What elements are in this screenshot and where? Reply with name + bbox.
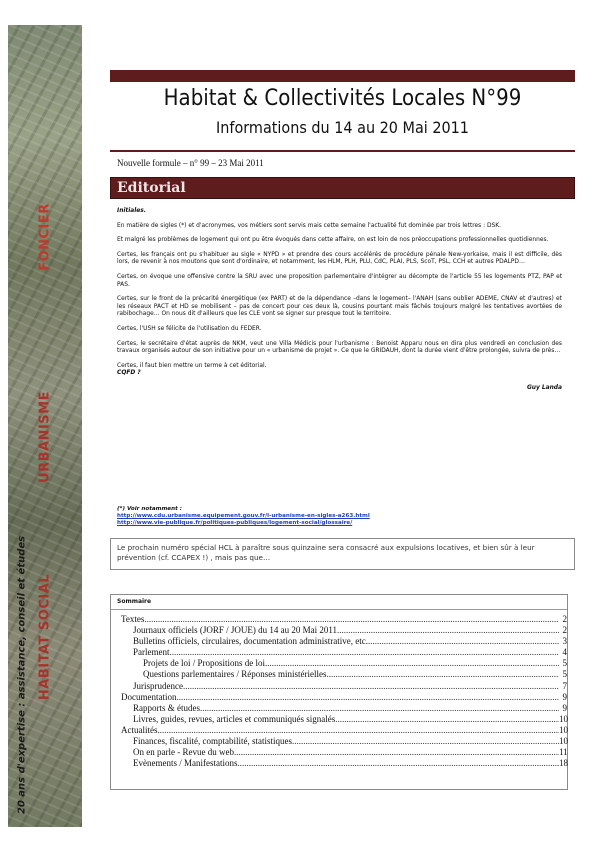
toc-entry-evenements[interactable]: Evènements / Manifestations ..... 18 (111, 758, 567, 769)
editorial-heading: Initiales. (117, 208, 146, 214)
notes-link-vie-publique[interactable]: http://www.vie-publique.fr/politiques-publiques/logement-social/glossaire/ (117, 520, 353, 526)
editorial-signature: Guy Landa (526, 384, 562, 391)
editorial-paragraph: Certes, le secrétaire d'état auprès de NKM, veut une Villa Médicis pour l'urbanisme : Benoist Apparu nous en dira plus vendredi en conclusion des travaux organisés autour de son initiative pour un « urbanisme de projet ». Ce que le GRIDAUH, dont la durée vient d'être prolongée, suivra de près… (117, 340, 562, 355)
toc-list (111, 614, 567, 769)
toc-entry-projets-de-loi[interactable]: Projets de loi / Propositions de loi ..... 5 (111, 658, 567, 669)
editorial-paragraph: Certes, l'USH se félicite de l'utilisation du FEDER. (117, 325, 262, 332)
editorial-banner-label: Editorial (117, 180, 186, 196)
page-subtitle: Informations du 14 au 20 Mai 2011 (216, 118, 469, 137)
toc-entry-finances[interactable]: Finances, fiscalité, comptabilité, statistiques ..... 10 (111, 736, 567, 747)
toc-entry-livres-guides[interactable]: Livres, guides, revues, articles et communiqués signalés ..... 10 (111, 714, 567, 725)
sidebar-label-urbanisme: URBANISME (37, 391, 53, 483)
notes-heading: (*) Voir notamment : (117, 506, 182, 512)
sommaire-divider (111, 609, 567, 610)
editorial-notes (117, 506, 562, 527)
editorial-paragraph: Certes, il faut bien mettre un terme à cet éditorial. (117, 362, 267, 369)
toc-entry-rapports-etudes[interactable]: Rapports & études ..... 9 (111, 703, 567, 714)
editorial-body (117, 208, 562, 400)
toc-entry-journaux-officiels[interactable]: Journaux officiels (JORF / JOUE) du 14 au 20 Mai 2011 ..... 2 (111, 625, 567, 636)
toc-entry-jurisprudence[interactable]: Jurisprudence ..... 7 (111, 681, 567, 692)
announcement-box: Le prochain numéro spécial HCL à paraître sous quinzaine sera consacré aux expulsions locatives, et bien sûr à leur prévention (cf. CCAPEX !) , mais pas que… (110, 538, 575, 570)
sidebar-tagline: 20 ans d'expertise : assistance, conseil et études (16, 535, 28, 815)
editorial-paragraph: Certes, on évoque une offensive contre la SRU avec une proposition parlementaire d'intégrer au décompte de l'article 55 les logements PTZ, PAP et PAS. (117, 273, 562, 288)
sommaire-box (110, 594, 568, 790)
toc-entry-documentation[interactable]: Documentation ..... 9 (111, 692, 567, 703)
editorial-paragraph: Et malgré les problèmes de logement qui ont pu être évoqués dans cette affaire, on est loin de nos préoccupations professionnelles quotidiennes. (117, 237, 549, 244)
sidebar-label-foncier: FONCIER (37, 203, 53, 271)
notes-link-cdu[interactable]: http://www.cdu.urbanisme.equipement.gouv.fr/l-urbanisme-en-sigles-a263.html (117, 513, 370, 519)
editorial-banner (110, 177, 575, 199)
editorial-paragraph: Certes, les français ont pu s'habituer au sigle « NYPD » et prendre des cours accélérés de procédure pénale New-yorkaise, mais il est difficile, dès lors, de revenir à nos moutons que sont d'ordinaire, et notamment, les HLM, PLH, PLU, CdC, PLAI, PLS, ScoT, PSL, CCH et autres PDALPD… (117, 251, 562, 266)
toc-entry-questions-parlementaires[interactable]: Questions parlementaires / Réponses ministérielles ..... 5 (111, 669, 567, 680)
editorial-cqfd: CQFD ? (117, 370, 141, 377)
toc-entry-bulletins-officiels[interactable]: Bulletins officiels, circulaires, documentation administrative, etc. ..... 3 (111, 636, 567, 647)
sommaire-title: Sommaire (117, 598, 152, 605)
header-top-bar (110, 70, 575, 82)
editorial-paragraph: Certes, sur le front de la précarité énergétique (ex PART) et de la dépendance –dans le logement– l'ANAH (sans oublier ADEME, CNAV et d'autres) et les réseaux PACT et HD se mobilisent – pas de concert pour ces deux là, cousins pourtant mais fâchés toujours malgré les tentatives avortées de rabibochage… On nous dit d'ailleurs que les CLE vont se signer sur presque tout le territoire. (117, 296, 562, 318)
toc-entry-actualites[interactable]: Actualités ..... 10 (111, 725, 567, 736)
page-title: Habitat & Collectivités Locales N°99 (163, 86, 522, 111)
toc-entry-parlement[interactable]: Parlement ..... 4 (111, 647, 567, 658)
editorial-paragraph: En matière de sigles (*) et d'acronymes, vos métiers sont servis mais cette semaine l'actualité fut dominée par trois lettres : DSK. (117, 222, 501, 229)
toc-entry-revue-du-web[interactable]: On en parle - Revue du web ..... 11 (111, 747, 567, 758)
header-divider (110, 150, 575, 152)
issue-line: Nouvelle formule – n° 99 – 23 Mai 2011 (117, 158, 264, 168)
toc-entry-textes[interactable]: Textes ..... 2 (111, 614, 567, 625)
sidebar-aerial-strip (8, 25, 82, 827)
sidebar-label-habitat-social: HABITAT SOCIAL (37, 573, 53, 701)
